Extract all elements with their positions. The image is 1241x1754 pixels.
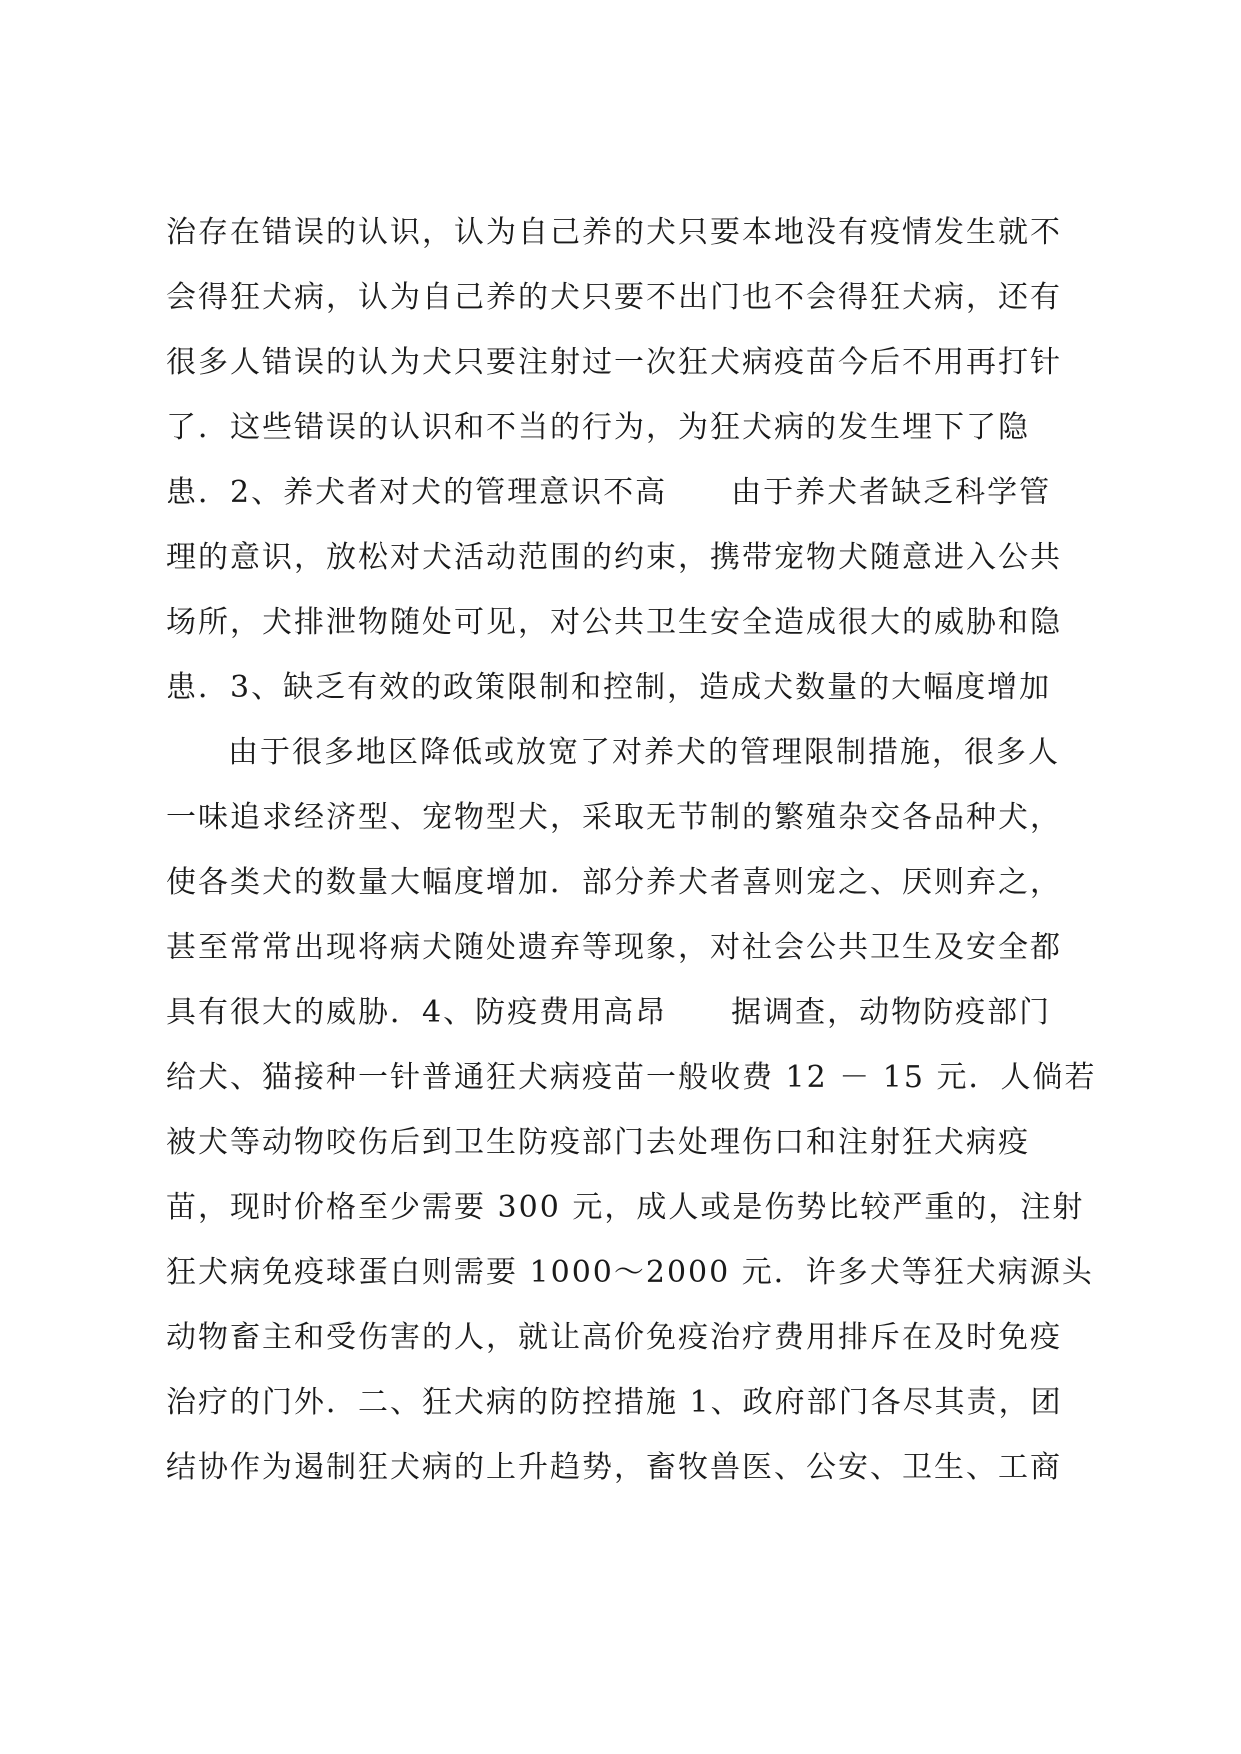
text-line: 结协作为遏制狂犬病的上升趋势，畜牧兽医、公安、卫生、工商 (166, 1450, 1062, 1485)
text-line: 治存在错误的认识，认为自己养的犬只要本地没有疫情发生就不 (166, 215, 1062, 250)
text-line: 很多人错误的认为犬只要注射过一次狂犬病疫苗今后不用再打针 (166, 345, 1062, 380)
text-line: 具有很大的威胁．4、防疫费用高昂 据调查，动物防疫部门 (166, 995, 1052, 1030)
text-line: 场所，犬排泄物随处可见，对公共卫生安全造成很大的威胁和隐 (166, 605, 1062, 640)
text-line: 一味追求经济型、宠物型犬，采取无节制的繁殖杂交各品种犬， (166, 800, 1062, 835)
text-line: 了．这些错误的认识和不当的行为，为狂犬病的发生埋下了隐 (166, 410, 1030, 445)
body-text (166, 200, 1096, 1500)
text-line: 被犬等动物咬伤后到卫生防疫部门去处理伤口和注射狂犬病疫 (166, 1125, 1030, 1160)
text-line: 理的意识，放松对犬活动范围的约束，携带宠物犬随意进入公共 (166, 540, 1062, 575)
text-line: 苗，现时价格至少需要 300 元，成人或是伤势比较严重的，注射 (166, 1190, 1085, 1225)
text-line: 会得狂犬病，认为自己养的犬只要不出门也不会得狂犬病，还有 (166, 280, 1062, 315)
text-line: 使各类犬的数量大幅度增加．部分养犬者喜则宠之、厌则弃之， (166, 865, 1062, 900)
text-line: 患．2、养犬者对犬的管理意识不高 由于养犬者缺乏科学管 (166, 475, 1052, 510)
text-line: 由于很多地区降低或放宽了对养犬的管理限制措施，很多人 (228, 735, 1060, 770)
text-line: 甚至常常出现将病犬随处遗弃等现象，对社会公共卫生及安全都 (166, 930, 1062, 965)
text-line: 动物畜主和受伤害的人，就让高价免疫治疗费用排斥在及时免疫 (166, 1320, 1062, 1355)
text-line: 给犬、猫接种一针普通狂犬病疫苗一般收费 12 － 15 元．人倘若 (166, 1060, 1097, 1095)
text-line: 治疗的门外．二、狂犬病的防控措施 1、政府部门各尽其责，团 (166, 1385, 1063, 1420)
text-line: 患．3、缺乏有效的政策限制和控制，造成犬数量的大幅度增加 (166, 670, 1052, 705)
text-line: 狂犬病免疫球蛋白则需要 1000～2000 元．许多犬等狂犬病源头 (166, 1255, 1094, 1290)
